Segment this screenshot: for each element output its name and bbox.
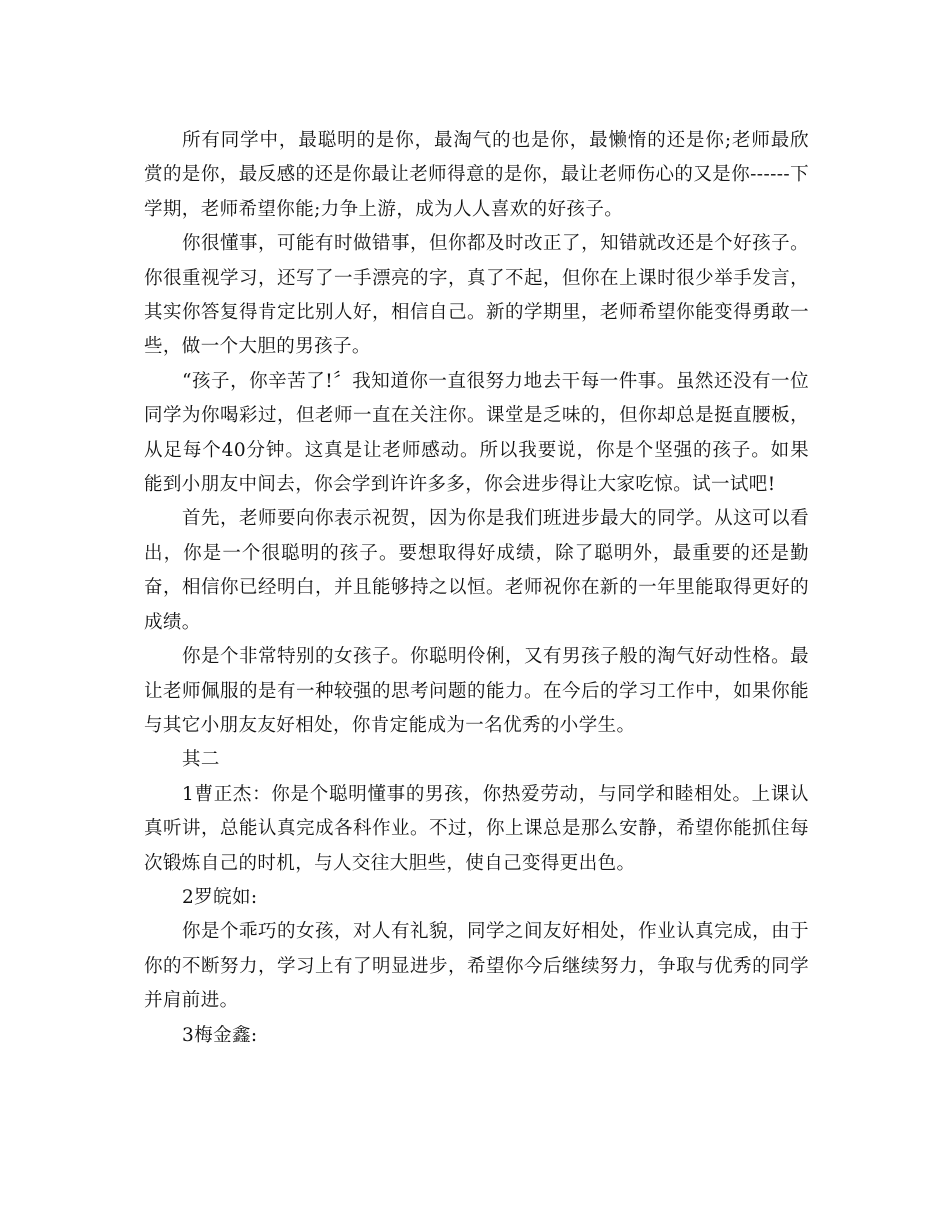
- document-body: [144, 124, 809, 1053]
- paragraph: 你很懂事，可能有时做错事，但你都及时改正了，知错就改还是个好孩子。你很重视学习，还写了一手漂亮的字，真了不起，但你在上课时很少举手发言，其实你答复得肯定比别人好，相信自己。新的学期里，老师希望你能变得勇敢一些，做一个大胆的男孩子。: [144, 233, 809, 358]
- student-name-label: 2罗皖如:: [182, 886, 258, 908]
- paragraph: 你是个乖巧的女孩，对人有礼貌，同学之间友好相处，作业认真完成，由于你的不断努力，学习上有了明显进步，希望你今后继续努力，争取与优秀的同学并肩前进。: [144, 921, 809, 1012]
- paragraph: 你是个非常特别的女孩子。你聪明伶俐，又有男孩子般的淘气好动性格。最让老师佩服的是有一种较强的思考问题的能力。在今后的学习工作中，如果你能与其它小朋友友好相处，你肯定能成为一名优秀的小学生。: [144, 646, 809, 736]
- paragraph: 所有同学中，最聪明的是你，最淘气的也是你，最懒惰的还是你;老师最欣赏的是你，最反感的还是你最让老师得意的是你，最让老师伤心的又是你------下学期，老师希望你能;力争上游，成为人人喜欢的好孩子。: [144, 130, 809, 220]
- paragraph: 首先，老师要向你表示祝贺，因为你是我们班进步最大的同学。从这可以看出，你是一个很聪明的孩子。要想取得好成绩，除了聪明外，最重要的还是勤奋，相信你已经明白，并且能够持之以恒。老师祝你在新的一年里能取得更好的成绩。: [144, 508, 809, 633]
- section-heading: 其二: [182, 749, 220, 771]
- paragraph: “孩子，你辛苦了!〞我知道你一直很努力地去干每一件事。虽然还没有一位同学为你喝彩过，但老师一直在关注你。课堂是乏味的，但你却总是挺直腰板，从足每个40分钟。这真是让老师感动。所以我要说，你是个坚强的孩子。如果能到小朋友中间去，你会学到许许多多，你会进步得让大家吃惊。试一试吧!: [144, 370, 809, 496]
- paragraph: 1曹正杰：你是个聪明懂事的男孩，你热爱劳动，与同学和睦相处。上课认真听讲，总能认真完成各科作业。不过，你上课总是那么安静，希望你能抓住每次锻炼自己的时机，与人交往大胆些，使自己变得更出色。: [144, 783, 809, 874]
- student-name-label: 3梅金鑫:: [182, 1024, 258, 1046]
